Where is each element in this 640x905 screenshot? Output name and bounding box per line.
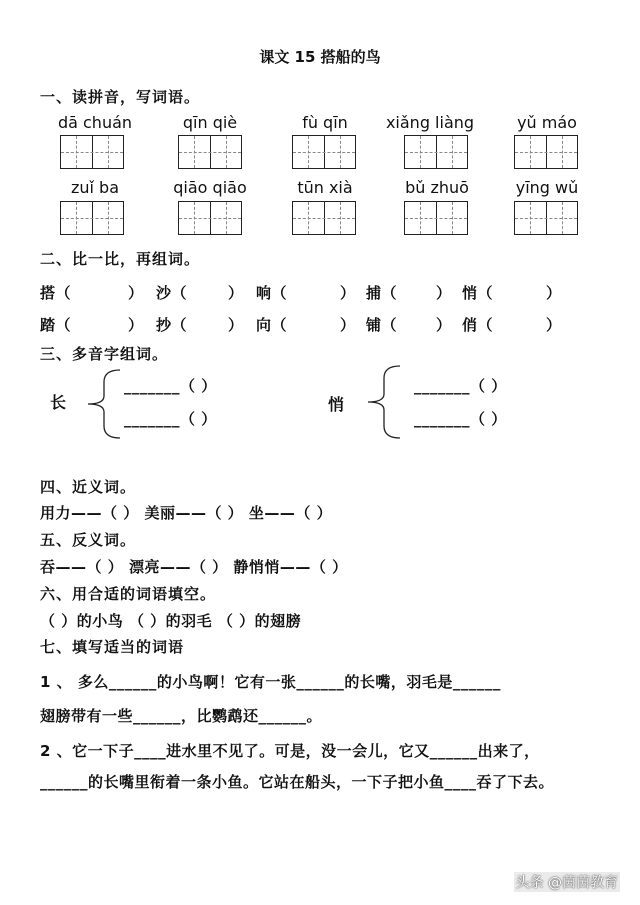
writing-grid[interactable] bbox=[404, 201, 468, 235]
section-7-heading: 七、填写适当的词语 bbox=[40, 638, 185, 656]
left-brace bbox=[82, 368, 122, 440]
passage-line: 翅膀带有一些______，比鹦鹉还______。 bbox=[40, 707, 323, 725]
compare-item: 抄（ bbox=[156, 316, 188, 334]
compare-item: ） bbox=[128, 284, 144, 302]
compare-item: 俏（ bbox=[462, 316, 494, 334]
watermark: 头条 @茵茵教育 bbox=[514, 872, 620, 892]
compare-item: 捕（ bbox=[366, 284, 398, 302]
compare-item: 搭（ bbox=[40, 284, 72, 302]
compare-item: 悄（ bbox=[462, 284, 494, 302]
synonym-row: 用力——（ ） 美丽——（ ） 坐——（ ） bbox=[40, 504, 333, 522]
compare-item: 铺（ bbox=[366, 316, 398, 334]
writing-grid[interactable] bbox=[404, 135, 468, 169]
polyphone-blank: _______（ ） bbox=[124, 410, 217, 428]
passage-line: 2 、它一下子____进水里不见了。可是，没一会儿，它又______出来了， bbox=[40, 742, 540, 760]
compare-item: 踏（ bbox=[40, 316, 72, 334]
pinyin-label: bǔ zhuō bbox=[405, 178, 469, 197]
writing-grid[interactable] bbox=[178, 135, 242, 169]
pinyin-label: tūn xià bbox=[297, 178, 353, 197]
page-title: 课文 15 搭船的鸟 bbox=[259, 48, 381, 66]
section-1-heading: 一、读拼音，写词语。 bbox=[40, 88, 201, 106]
writing-grid[interactable] bbox=[60, 201, 124, 235]
section-5-heading: 五、反义词。 bbox=[40, 531, 137, 549]
compare-item: ） bbox=[546, 316, 562, 334]
writing-grid[interactable] bbox=[60, 135, 124, 169]
compare-item: ） bbox=[340, 284, 356, 302]
writing-grid[interactable] bbox=[292, 135, 356, 169]
section-6-heading: 六、用合适的词语填空。 bbox=[40, 585, 217, 603]
pinyin-label: yǔ máo bbox=[517, 113, 577, 132]
polyphone-blank: _______（ ） bbox=[124, 377, 217, 395]
compare-item: 响（ bbox=[256, 284, 288, 302]
fill-phrases-row: （ ）的小鸟 （ ）的羽毛 （ ）的翅膀 bbox=[40, 612, 302, 630]
pinyin-label: fù qīn bbox=[302, 113, 348, 132]
pinyin-label: xiǎng liàng bbox=[385, 113, 475, 132]
pinyin-label: qīn qiè bbox=[182, 113, 238, 132]
polyphone-blank: _______（ ） bbox=[414, 410, 507, 428]
antonym-row: 吞——（ ） 漂亮——（ ） 静悄悄——（ ） bbox=[40, 558, 348, 576]
writing-grid[interactable] bbox=[514, 135, 578, 169]
left-brace bbox=[362, 364, 402, 440]
compare-item: ） bbox=[228, 316, 244, 334]
section-3-heading: 三、多音字组词。 bbox=[40, 345, 169, 363]
pinyin-label: dā chuán bbox=[57, 113, 133, 132]
section-4-heading: 四、近义词。 bbox=[40, 478, 137, 496]
passage-line: 1 、 多么______的小鸟啊！它有一张______的长嘴，羽毛是______ bbox=[40, 673, 501, 691]
pinyin-label: yīng wǔ bbox=[515, 178, 579, 197]
pinyin-label: zuǐ ba bbox=[70, 178, 120, 197]
writing-grid[interactable] bbox=[292, 201, 356, 235]
polyphone-char: 长 bbox=[50, 393, 67, 412]
polyphone-blank: _______（ ） bbox=[414, 377, 507, 395]
compare-item: ） bbox=[436, 316, 452, 334]
compare-item: ） bbox=[546, 284, 562, 302]
polyphone-char: 悄 bbox=[328, 395, 345, 414]
compare-item: ） bbox=[436, 284, 452, 302]
passage-line: ______的长嘴里衔着一条小鱼。它站在船头，一下子把小鱼____吞了下去。 bbox=[40, 773, 555, 791]
compare-item: 沙（ bbox=[156, 284, 188, 302]
compare-item: 向（ bbox=[256, 316, 288, 334]
compare-item: ） bbox=[340, 316, 356, 334]
writing-grid[interactable] bbox=[514, 201, 578, 235]
compare-item: ） bbox=[128, 316, 144, 334]
section-2-heading: 二、比一比，再组词。 bbox=[40, 250, 201, 268]
pinyin-label: qiāo qiāo bbox=[173, 178, 247, 197]
writing-grid[interactable] bbox=[178, 201, 242, 235]
compare-item: ） bbox=[228, 284, 244, 302]
